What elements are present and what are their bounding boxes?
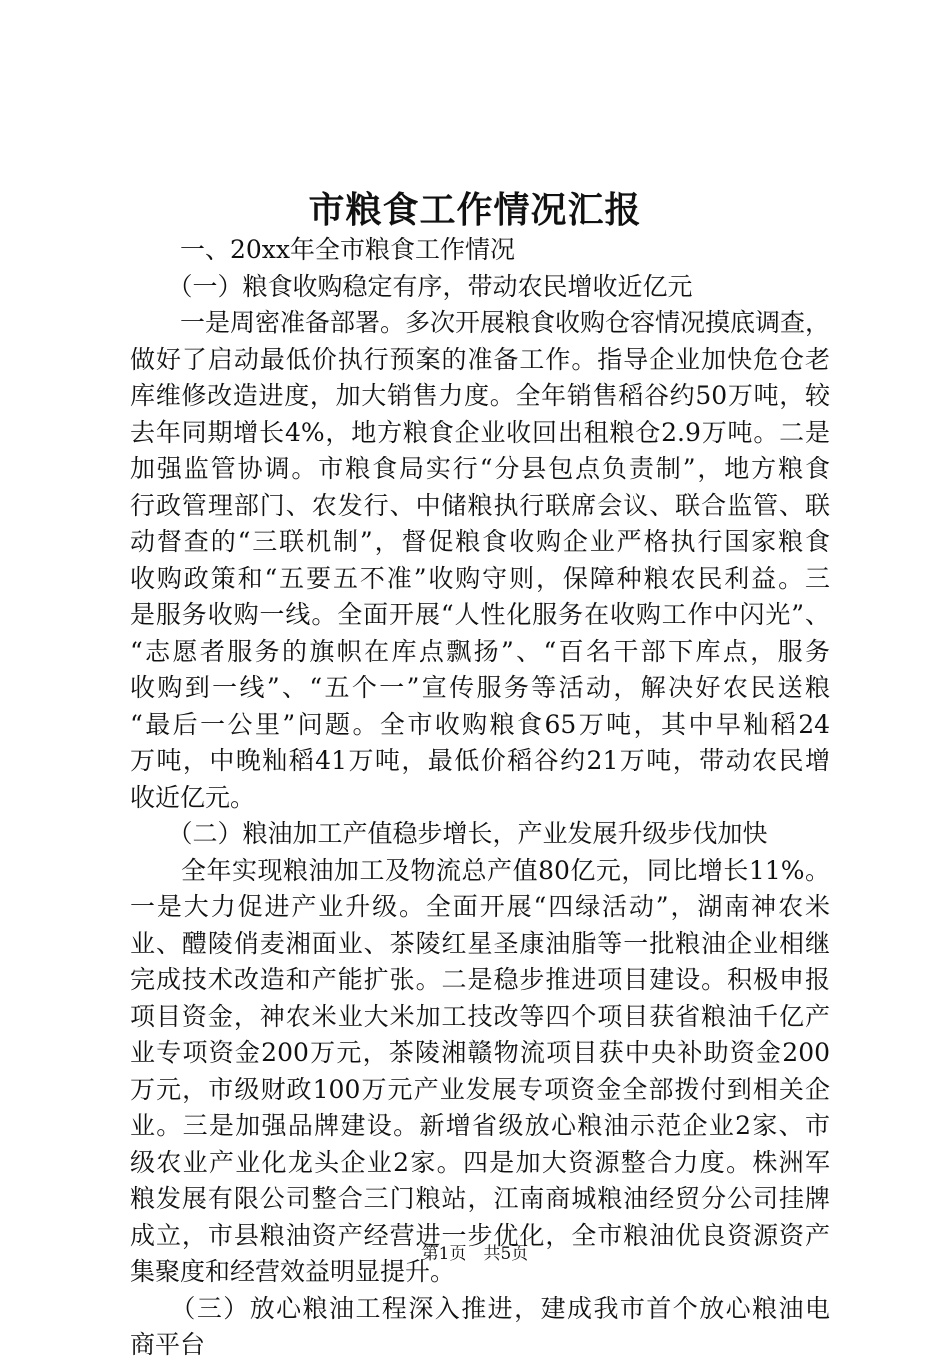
text-line: 收购到一线”、“五个一”宣传服务等活动，解决好农民送粮: [130, 673, 830, 702]
text-line: 业、醴陵俏麦湘面业、茶陵红星圣康油脂等一批粮油企业相继: [130, 928, 830, 958]
text-line: “最后一公里”问题。全市收购粮食65万吨，其中早籼稻24: [130, 709, 830, 739]
text-line: 业专项资金200万元，茶陵湘赣物流项目获中央补助资金200: [130, 1038, 830, 1067]
text-line: 成立，市县粮油资产经营进一步优化，全市粮油优良资源资产: [130, 1220, 830, 1250]
text-line: 做好了启动最低价执行预案的准备工作。指导企业加快危仓老: [130, 344, 830, 374]
document-body: [130, 232, 830, 1364]
page-footer: 第1页 共5页: [421, 1244, 529, 1264]
text-line: 库维修改造进度，加大销售力度。全年销售稻谷约50万吨，较: [130, 381, 830, 410]
text-line: 项目资金，神农米业大米加工技改等四个项目获省粮油千亿产: [130, 1001, 830, 1031]
text-line: 万吨，中晚籼稻41万吨，最低价稻谷约21万吨，带动农民增: [130, 746, 830, 775]
text-line: 动督查的“三联机制”，督促粮食收购企业严格执行国家粮食: [130, 527, 830, 556]
text-line: 全年实现粮油加工及物流总产值80亿元，同比增长11%。: [130, 855, 830, 885]
text-line: 业。三是加强品牌建设。新增省级放心粮油示范企业2家、市: [130, 1111, 830, 1140]
text-line: 级农业产业化龙头企业2家。四是加大资源整合力度。株洲军: [130, 1147, 830, 1177]
text-line: “志愿者服务的旗帜在库点飘扬”、“百名干部下库点，服务: [130, 636, 830, 666]
text-line: 收近亿元。: [130, 782, 256, 812]
text-line: 集聚度和经营效益明显提升。: [130, 1257, 456, 1286]
document-title: 市粮食工作情况汇报: [308, 189, 642, 231]
text-line: 一是周密准备部署。多次开展粮食收购仓容情况摸底调查，: [130, 308, 830, 337]
text-line: （三）放心粮油工程深入推进，建成我市首个放心粮油电: [130, 1293, 830, 1323]
text-line: 加强监管协调。市粮食局实行“分县包点负责制”，地方粮食: [130, 454, 830, 483]
text-line: 一是大力促进产业升级。全面开展“四绿活动”，湖南神农米: [130, 892, 830, 921]
text-line: 完成技术改造和产能扩张。二是稳步推进项目建设。积极申报: [130, 965, 830, 994]
text-line: 行政管理部门、农发行、中储粮执行联席会议、联合监管、联: [130, 490, 830, 520]
text-line: 商平台: [130, 1330, 206, 1359]
text-line: 粮发展有限公司整合三门粮站，江南商城粮油经贸分公司挂牌: [130, 1184, 830, 1213]
text-line: 万元，市级财政100万元产业发展专项资金全部拨付到相关企: [130, 1074, 830, 1104]
text-line: 收购政策和“五要五不准”收购守则，保障种粮农民利益。三: [130, 563, 830, 593]
text-line: （二）粮油加工产值稳步增长，产业发展升级步伐加快: [130, 819, 768, 848]
text-line: 是服务收购一线。全面开展“人性化服务在收购工作中闪光”、: [130, 600, 830, 629]
text-line: （一）粮食收购稳定有序，带动农民增收近亿元: [130, 271, 693, 301]
text-line: 去年同期增长4%，地方粮食企业收回出租粮仓2.9万吨。二是: [130, 417, 830, 447]
text-line: 一、20xx年全市粮食工作情况: [130, 235, 516, 264]
